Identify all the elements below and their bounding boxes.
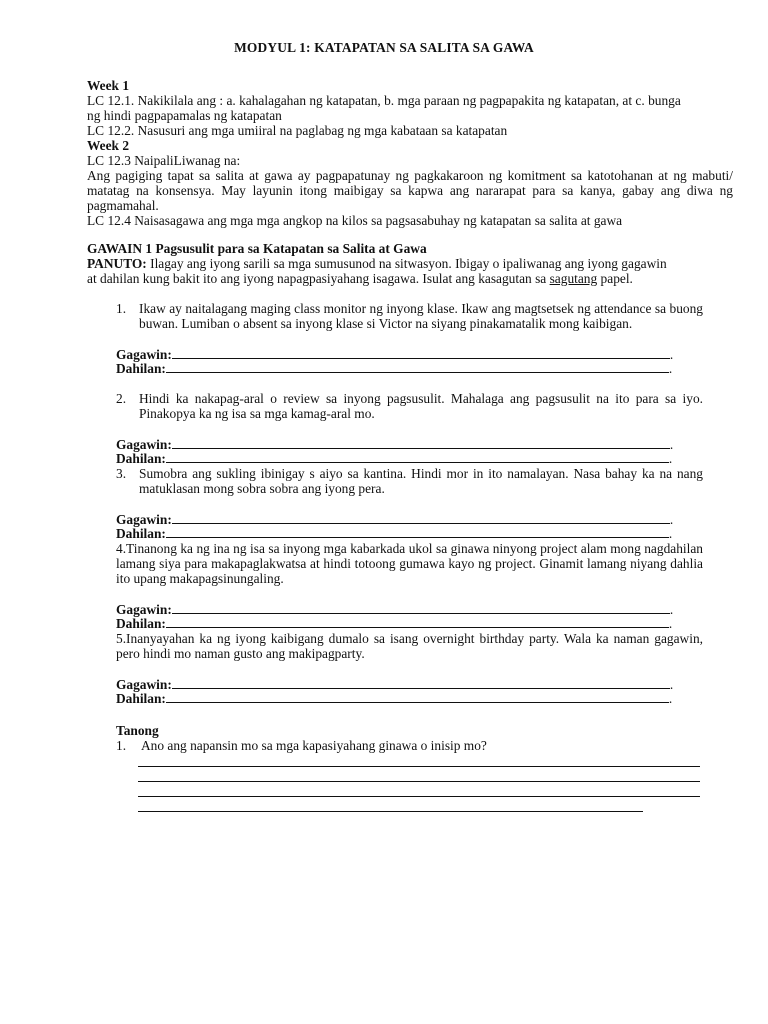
line-end-period: . <box>668 691 673 706</box>
lc122-text: LC 12.2. Nasusuri ang mga umiiral na paglabag ng mga kabataan sa katapatan <box>87 123 508 138</box>
answer-line[interactable] <box>138 810 643 812</box>
answer-line[interactable] <box>166 691 669 703</box>
answer-dahilan-3[interactable] <box>116 526 676 541</box>
gawain-heading: GAWAIN 1 Pagsusulit para sa Katapatan sa Salita at Gawa <box>87 241 427 256</box>
line-end-period: . <box>668 361 673 376</box>
gagawin-label: Gagawin: <box>116 437 172 452</box>
panuto-line-1 <box>87 256 733 271</box>
answer-line[interactable] <box>138 795 700 797</box>
answer-dahilan-5[interactable] <box>116 691 676 706</box>
answer-line[interactable] <box>166 616 669 628</box>
panuto-line-2 <box>87 271 733 286</box>
lc121-text: LC 12.1. Nakikilala ang : a. kahalagahan ng katapatan, b. mga paraan ng pagpapakita ng katapatan, at c. bunga <box>87 93 681 108</box>
situation-item-1: Ikaw ay naitalagang maging class monitor ng inyong klase. Ikaw ang magtsetsek ng attendance sa buong buwan. Lumiban o absent sa inyong klase si Victor na siyang pinakamatalik mong kaibigan. <box>139 301 703 331</box>
answer-dahilan-4[interactable] <box>116 616 676 631</box>
answer-line[interactable] <box>138 780 700 782</box>
situation-item-3: Sumobra ang sukling ibinigay s aiyo sa kantina. Hindi mor in ito namalayan. Nasa bahay ka na nang matuklasan mong sobra sobra ang iyong pera. <box>139 466 703 496</box>
line-end-period: . <box>668 526 673 541</box>
answer-line[interactable] <box>172 677 670 689</box>
dahilan-label: Dahilan: <box>116 691 166 706</box>
gawain-section <box>87 241 733 286</box>
answer-gagawin-2[interactable] <box>116 437 676 452</box>
item-number: 1. <box>116 301 127 316</box>
question-text: Ano ang napansin mo sa mga kapasiyahang ginawa o inisip mo? <box>141 738 487 753</box>
situation-item-5: 5.Inanyayahan ka ng iyong kaibigang dumalo sa isang overnight birthday party. Wala ka naman gagawin, pero hindi mo naman gusto ang makipagparty. <box>116 631 703 661</box>
answer-line[interactable] <box>172 347 670 359</box>
answer-gagawin-4[interactable] <box>116 602 676 617</box>
lc124-text: LC 12.4 Naisasagawa ang mga mga angkop na kilos sa pagsasabuhay ng katapatan sa salita at gawa <box>87 213 623 228</box>
answer-dahilan-1[interactable] <box>116 361 676 376</box>
gagawin-label: Gagawin: <box>116 347 172 362</box>
week1-label: Week 1 <box>87 78 130 93</box>
panuto-text-2: at dahilan kung bakit ito ang iyong napagpasiyahang isagawa. Isulat ang kasagutan sa <box>87 271 550 286</box>
gagawin-label: Gagawin: <box>116 677 172 692</box>
answer-line[interactable] <box>172 602 670 614</box>
line-end-period: . <box>669 677 674 692</box>
answer-gagawin-5[interactable] <box>116 677 676 692</box>
week2-label: Week 2 <box>87 138 130 153</box>
situation-item-2: Hindi ka nakapag-aral o review sa inyong pagsusulit. Mahalaga ang pagsusulit na ito para sa iyo. Pinakopya ka ng isa sa mga kamag-aral mo. <box>139 391 703 421</box>
answer-gagawin-1[interactable] <box>116 347 676 362</box>
situation-item-4: 4.Tinanong ka ng ina ng isa sa inyong mga kabarkada ukol sa ginawa ninyong project alam mong nagdahilan lamang siya para makapaglakwatsa at hindi totoong gumawa kayo ng project. Ginamit lamang niyang dahlia ito upang makapagsinungaling. <box>116 541 703 586</box>
line-end-period: . <box>669 602 674 617</box>
line-end-period: . <box>668 616 673 631</box>
gagawin-label: Gagawin: <box>116 512 172 527</box>
answer-gagawin-3[interactable] <box>116 512 676 527</box>
answer-line[interactable] <box>172 512 670 524</box>
dahilan-label: Dahilan: <box>116 526 166 541</box>
panuto-end: papel. <box>597 271 633 286</box>
line-end-period: . <box>669 512 674 527</box>
line-end-period: . <box>669 347 674 362</box>
answer-line[interactable] <box>138 765 700 767</box>
lc123-text: LC 12.3 NaipaliLiwanag na: <box>87 153 241 168</box>
answer-line[interactable] <box>166 451 669 463</box>
answer-dahilan-2[interactable] <box>116 451 676 466</box>
gagawin-label: Gagawin: <box>116 602 172 617</box>
answer-line[interactable] <box>172 437 670 449</box>
panuto-label: PANUTO: <box>87 256 147 271</box>
lc123-paragraph: Ang pagiging tapat sa salita at gawa ay pagpapatunay ng pagkakaroon ng komitment sa katotohanan at ng mabuti/ matatag na konsensya. May layunin itong maibigay sa kapwa ang nararapat para sa kanya, gabay ang diwa ng pagmamahal. <box>87 168 733 213</box>
panuto-underlined-word: sagutang <box>549 271 598 286</box>
question-number: 1. <box>116 738 127 753</box>
tanong-heading: Tanong <box>116 723 159 738</box>
lc121-continuation: ng hindi pagpapamalas ng katapatan <box>87 108 282 123</box>
dahilan-label: Dahilan: <box>116 616 166 631</box>
module-title: MODYUL 1: KATAPATAN SA SALITA SA GAWA <box>234 40 534 55</box>
panuto-text-1: Ilagay ang iyong sarili sa mga sumusunod na sitwasyon. Ibigay o ipaliwanag ang iyong gagawin <box>146 256 667 271</box>
dahilan-label: Dahilan: <box>116 361 166 376</box>
answer-line[interactable] <box>166 526 669 538</box>
answer-line[interactable] <box>166 361 669 373</box>
objectives-section <box>87 78 733 228</box>
dahilan-label: Dahilan: <box>116 451 166 466</box>
line-end-period: . <box>669 437 674 452</box>
line-end-period: . <box>668 451 673 466</box>
item-number: 2. <box>116 391 127 406</box>
item-number: 3. <box>116 466 127 481</box>
